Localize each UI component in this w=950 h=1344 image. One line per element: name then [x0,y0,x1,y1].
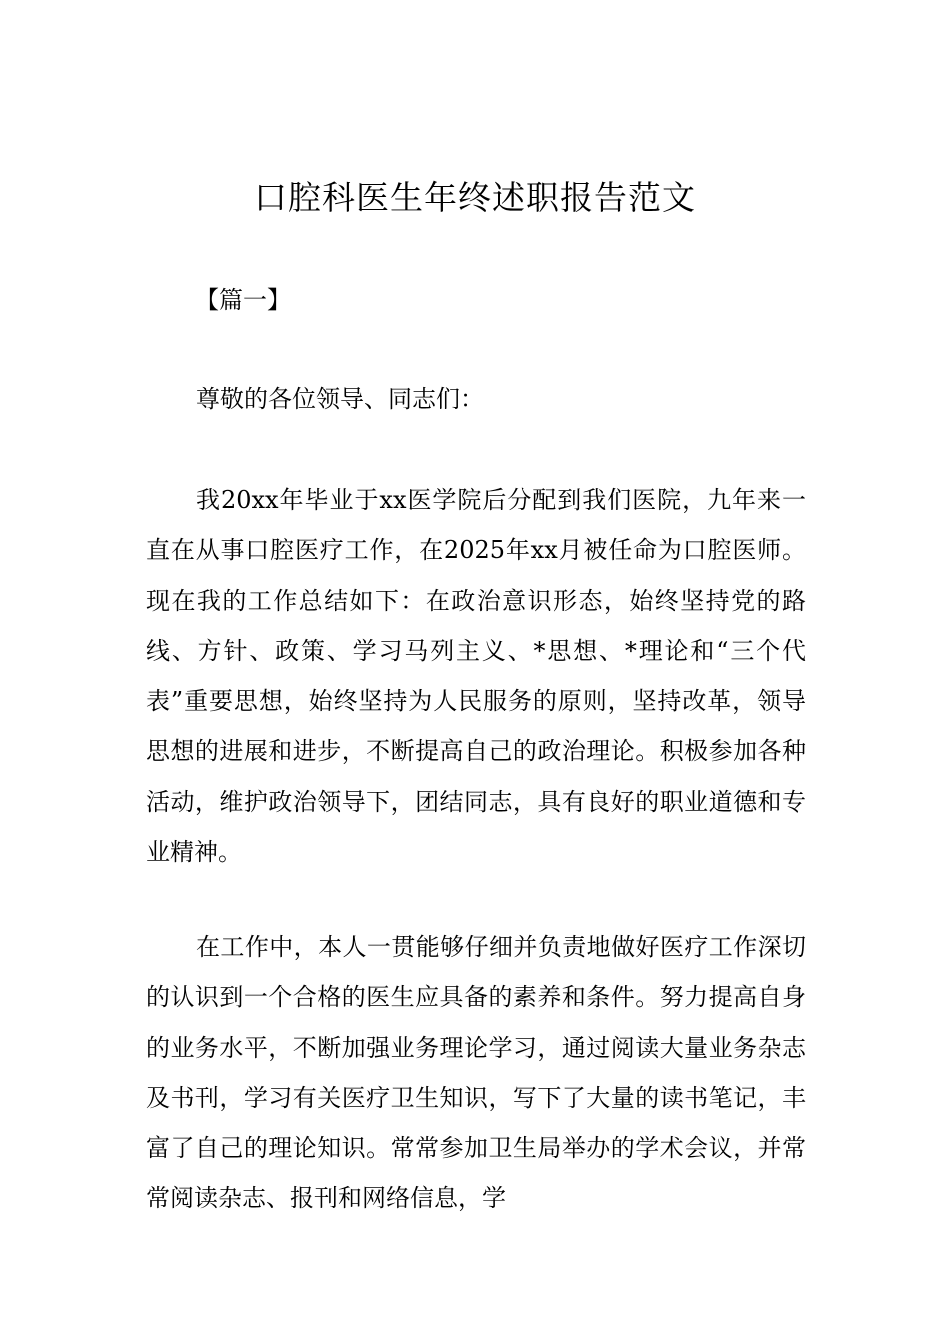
document-title: 口腔科医生年终述职报告范文 [254,178,696,217]
body-paragraph: 在工作中，本人一贯能够仔细并负责地做好医疗工作深切的认识到一个合格的医生应具备的素养和条件。努力提高自身的业务水平，不断加强业务理论学习，通过阅读大量业务杂志及书刊，学习有关医疗卫生知识，写下了大量的读书笔记，丰富了自己的理论知识。常常参加卫生局举办的学术会议，并常常阅读杂志、报刊和网络信息，学 [146,933,806,1213]
section-label: 【篇一】 [195,286,291,314]
salutation-line: 尊敬的各位领导、同志们： [196,385,484,413]
body-paragraph: 我20xx年毕业于xx医学院后分配到我们医院，九年来一直在从事口腔医疗工作，在2025年xx月被任命为口腔医师。现在我的工作总结如下：在政治意识形态，始终坚持党的路线、方针、政策、学习马列主义、*思想、*理论和“三个代表”重要思想，始终坚持为人民服务的原则，坚持改革，领导思想的进展和进步，不断提高自己的政治理论。积极参加各种活动，维护政治领导下，团结同志，具有良好的职业道德和专业精神。 [146,486,806,867]
